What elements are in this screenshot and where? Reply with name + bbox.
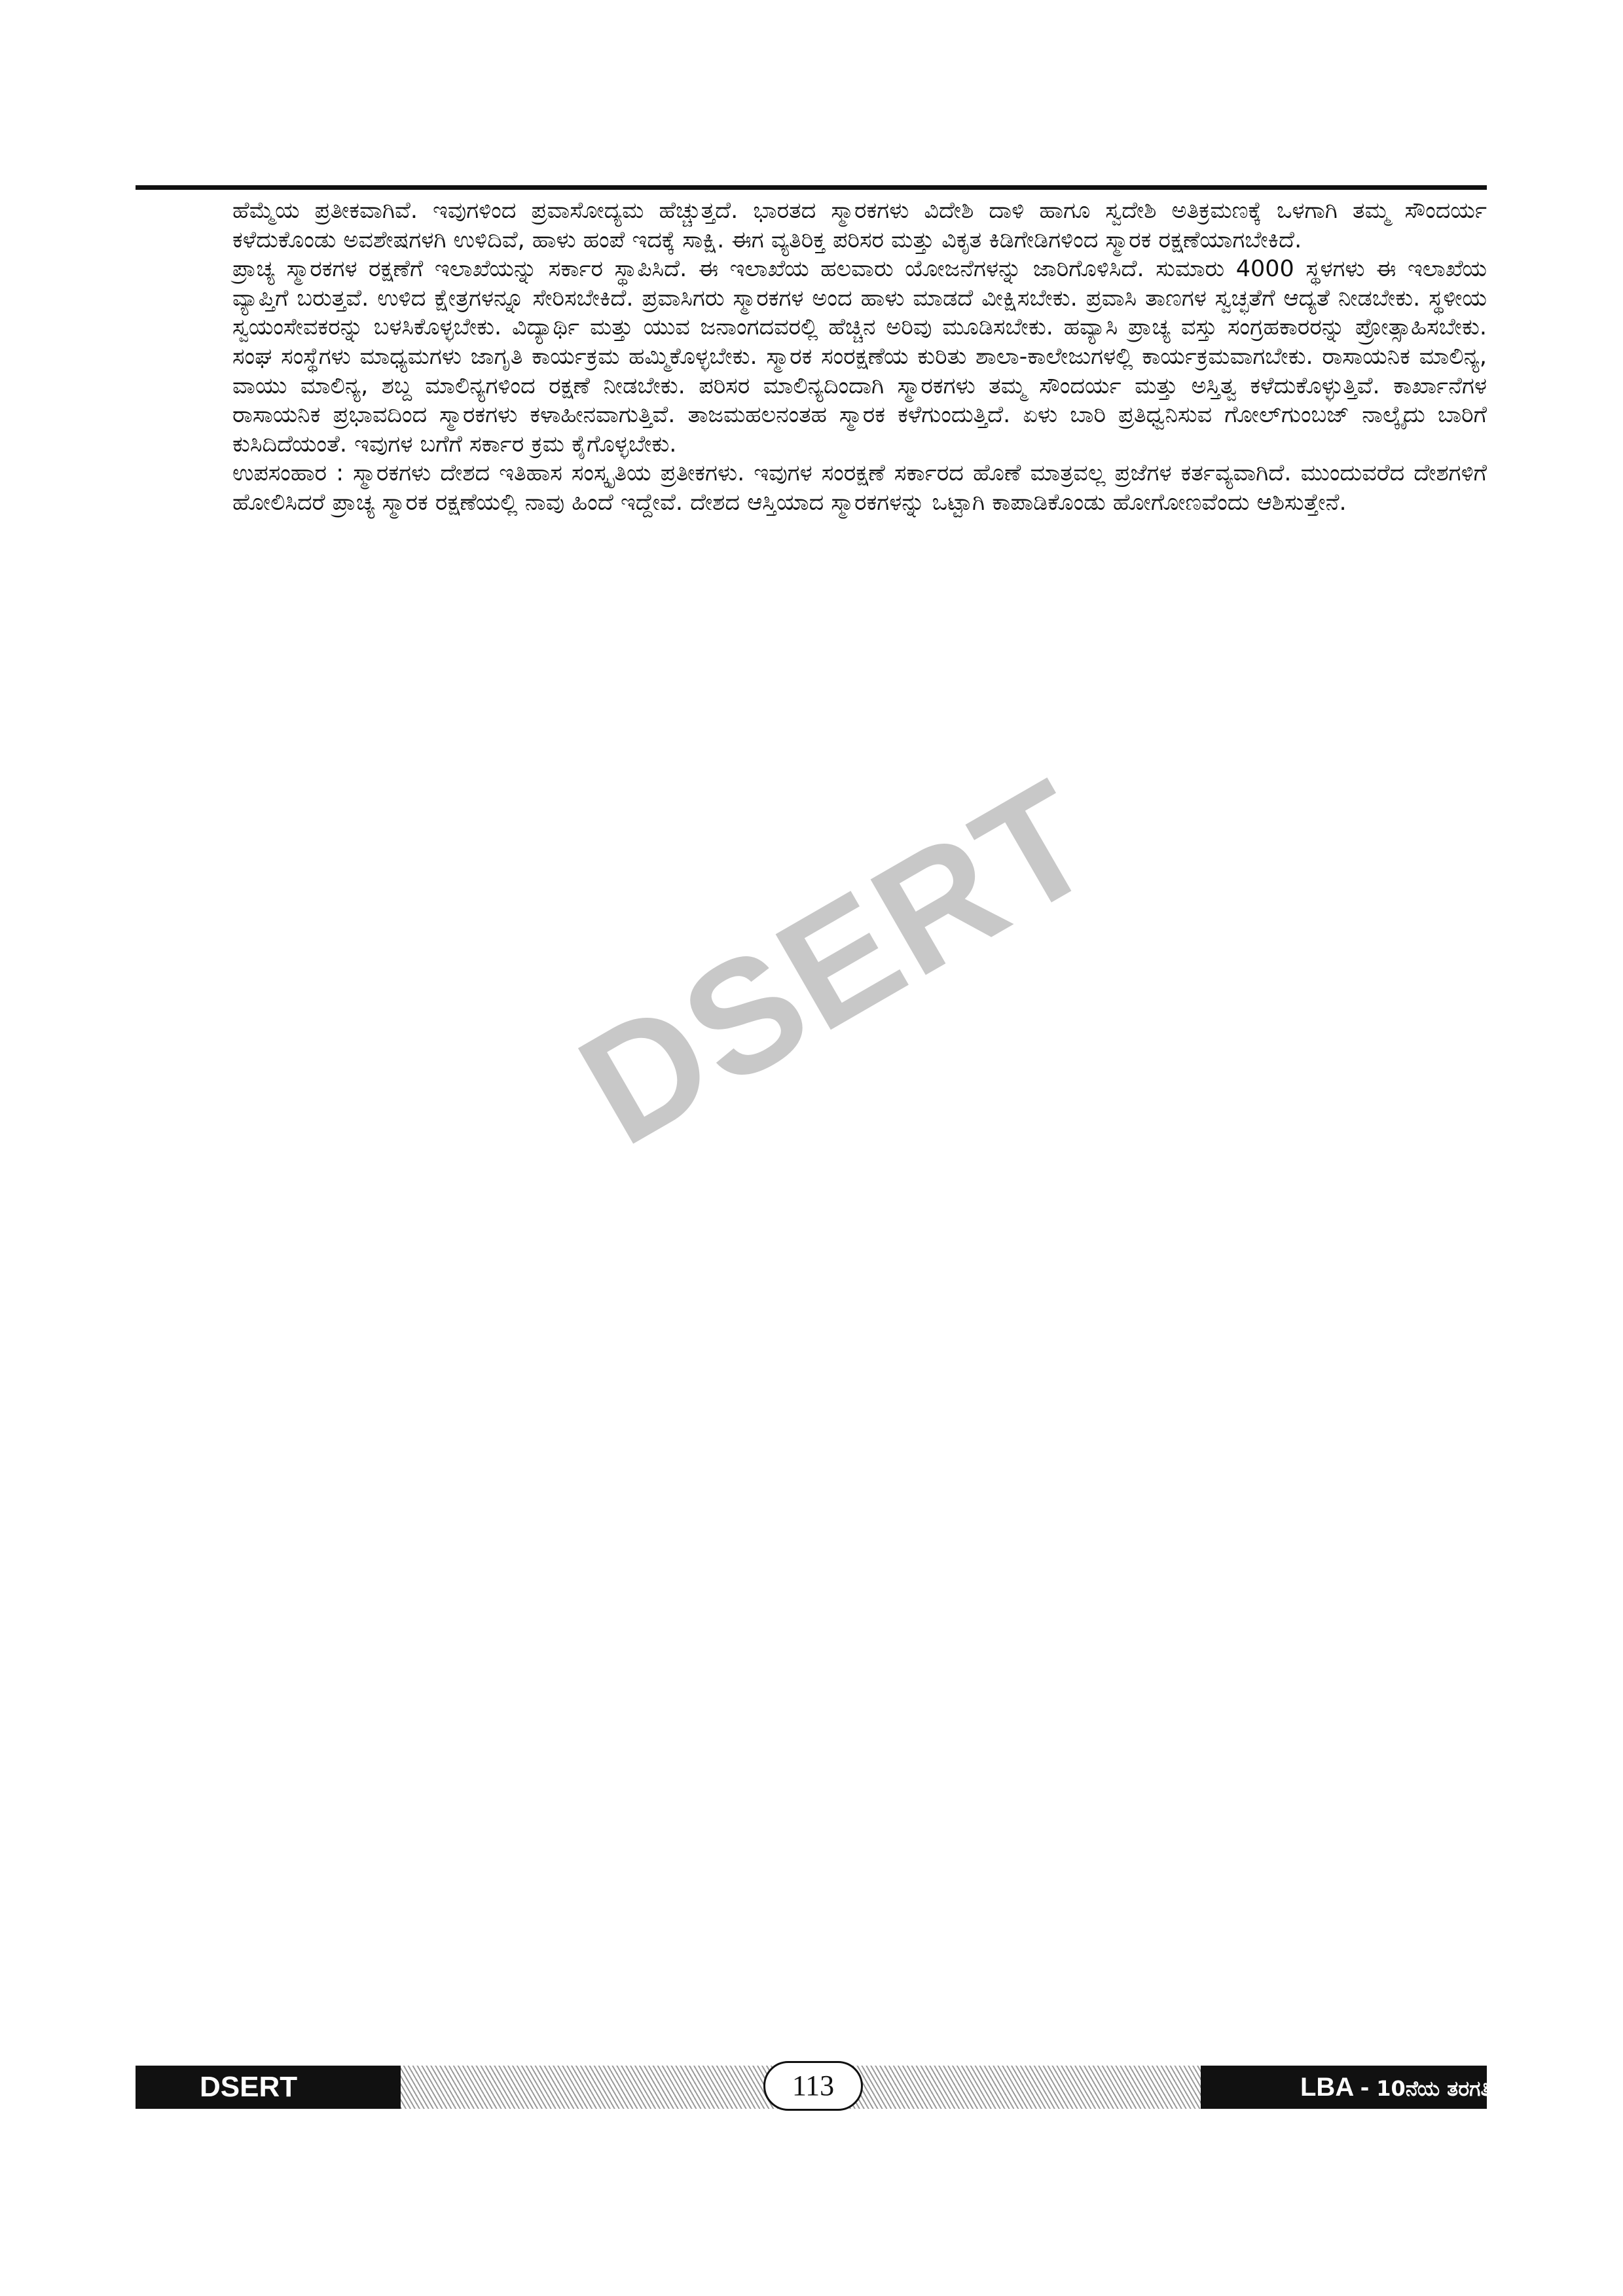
footer-grade-label: 10ನೆಯ ತರಗತಿ	[1376, 2076, 1492, 2101]
footer-left-label: DSERT	[136, 2066, 401, 2109]
paragraph: ಹೆಮ್ಮೆಯ ಪ್ರತೀಕವಾಗಿವೆ. ಇವುಗಳಿಂದ ಪ್ರವಾಸೋದ್ಯಮ ಹೆಚ್ಚುತ್ತದೆ. ಭಾರತದ ಸ್ಮಾರಕಗಳು ವಿದೇಶಿ ದಾಳಿ ಹಾಗೂ ಸ್ವದೇಶಿ ಅತಿಕ್ರಮಣಕ್ಕೆ ಒಳಗಾಗಿ ತಮ್ಮ ಸೌಂದರ್ಯ ಕಳೆದುಕೊಂಡು ಅವಶೇಷಗಳಗಿ ಉಳಿದಿವೆ, ಹಾಳು ಹಂಪೆ ಇದಕ್ಕೆ ಸಾಕ್ಷಿ. ಈಗ ವ್ಯತಿರಿಕ್ತ ಪರಿಸರ ಮತ್ತು ವಿಕೃತ ಕಿಡಿಗೇಡಿಗಳಿಂದ ಸ್ಮಾರಕ ರಕ್ಷಣೆಯಾಗಬೇಕಿದೆ.	[232, 198, 1487, 253]
top-rule	[136, 185, 1487, 190]
paragraph: ಉಪಸಂಹಾರ : ಸ್ಮಾರಕಗಳು ದೇಶದ ಇತಿಹಾಸ ಸಂಸ್ಕೃತಿಯ ಪ್ರತೀಕಗಳು. ಇವುಗಳ ಸಂರಕ್ಷಣೆ ಸರ್ಕಾರದ ಹೊಣೆ ಮಾತ್ರವಲ್ಲ ಪ್ರಜೆಗಳ ಕರ್ತವ್ಯವಾಗಿದೆ. ಮುಂದುವರೆದ ದೇಶಗಳಿಗೆ ಹೋಲಿಸಿದರೆ ಪ್ರಾಚ್ಯ ಸ್ಮಾರಕ ರಕ್ಷಣೆಯಲ್ಲಿ ನಾವು ಹಿಂದೆ ಇದ್ದೇವೆ. ದೇಶದ ಆಸ್ತಿಯಾದ ಸ್ಮಾರಕಗಳನ್ನು ಒಟ್ಟಾಗಿ ಕಾಪಾಡಿಕೊಂಡು ಹೋಗೋಣವೆಂದು ಆಶಿಸುತ್ತೇನೆ.	[232, 460, 1487, 516]
paragraph: ಪ್ರಾಚ್ಯ ಸ್ಮಾರಕಗಳ ರಕ್ಷಣೆಗೆ ಇಲಾಖೆಯನ್ನು ಸರ್ಕಾರ ಸ್ಥಾಪಿಸಿದೆ. ಈ ಇಲಾಖೆಯ ಹಲವಾರು ಯೋಜನೆಗಳನ್ನು ಜಾರಿಗೊಳಿಸಿದೆ. ಸುಮಾರು 4000 ಸ್ಥಳಗಳು ಈ ಇಲಾಖೆಯ ವ್ಯಾಪ್ತಿಗೆ ಬರುತ್ತವೆ. ಉಳಿದ ಕ್ಷೇತ್ರಗಳನ್ನೂ ಸೇರಿಸಬೇಕಿದೆ. ಪ್ರವಾಸಿಗರು ಸ್ಮಾರಕಗಳ ಅಂದ ಹಾಳು ಮಾಡದೆ ವೀಕ್ಷಿಸಬೇಕು. ಪ್ರವಾಸಿ ತಾಣಗಳ ಸ್ವಚ್ಛತೆಗೆ ಆದ್ಯತೆ ನೀಡಬೇಕು. ಸ್ಥಳೀಯ ಸ್ವಯಂಸೇವಕರನ್ನು ಬಳಸಿಕೊಳ್ಳಬೇಕು. ವಿದ್ಯಾರ್ಥಿ ಮತ್ತು ಯುವ ಜನಾಂಗದವರಲ್ಲಿ ಹೆಚ್ಚಿನ ಅರಿವು ಮೂಡಿಸಬೇಕು. ಹವ್ಯಾಸಿ ಪ್ರಾಚ್ಯ ವಸ್ತು ಸಂಗ್ರಹಕಾರರನ್ನು ಪ್ರೋತ್ಸಾಹಿಸಬೇಕು. ಸಂಘ ಸಂಸ್ಥೆಗಳು ಮಾಧ್ಯಮಗಳು ಜಾಗೃತಿ ಕಾರ್ಯಕ್ರಮ ಹಮ್ಮಿಕೊಳ್ಳಬೇಕು. ಸ್ಮಾರಕ ಸಂರಕ್ಷಣೆಯ ಕುರಿತು ಶಾಲಾ-ಕಾಲೇಜುಗಳಲ್ಲಿ ಕಾರ್ಯಕ್ರಮವಾಗಬೇಕು. ರಾಸಾಯನಿಕ ಮಾಲಿನ್ಯ, ವಾಯು ಮಾಲಿನ್ಯ, ಶಬ್ದ ಮಾಲಿನ್ಯಗಳಿಂದ ರಕ್ಷಣೆ ನೀಡಬೇಕು. ಪರಿಸರ ಮಾಲಿನ್ಯದಿಂದಾಗಿ ಸ್ಮಾರಕಗಳು ತಮ್ಮ ಸೌಂದರ್ಯ ಮತ್ತು ಅಸ್ತಿತ್ವ ಕಳೆದುಕೊಳ್ಳುತ್ತಿವೆ. ಕಾರ್ಖಾನೆಗಳ ರಾಸಾಯನಿಕ ಪ್ರಭಾವದಿಂದ ಸ್ಮಾರಕಗಳು ಕಳಾಹೀನವಾಗುತ್ತಿವೆ. ತಾಜಮಹಲನಂತಹ ಸ್ಮಾರಕ ಕಳೆಗುಂದುತ್ತಿದೆ. ಏಳು ಬಾರಿ ಪ್ರತಿಧ್ವನಿಸುವ ಗೋಲ್‌ಗುಂಬಜ್ ನಾಲ್ಕೈದು ಬಾರಿಗೆ ಕುಸಿದಿದೆಯಂತೆ. ಇವುಗಳ ಬಗೆಗೆ ಸರ್ಕಾರ ಕ್ರಮ ಕೈಗೊಳ್ಳಬೇಕು.	[232, 256, 1487, 457]
footer-right-label	[1201, 2066, 1492, 2109]
footer-series-label: LBA -	[1300, 2073, 1377, 2102]
watermark: DSERT	[551, 745, 1123, 1179]
page-number: 113	[763, 2061, 863, 2111]
body-text	[232, 196, 1487, 518]
